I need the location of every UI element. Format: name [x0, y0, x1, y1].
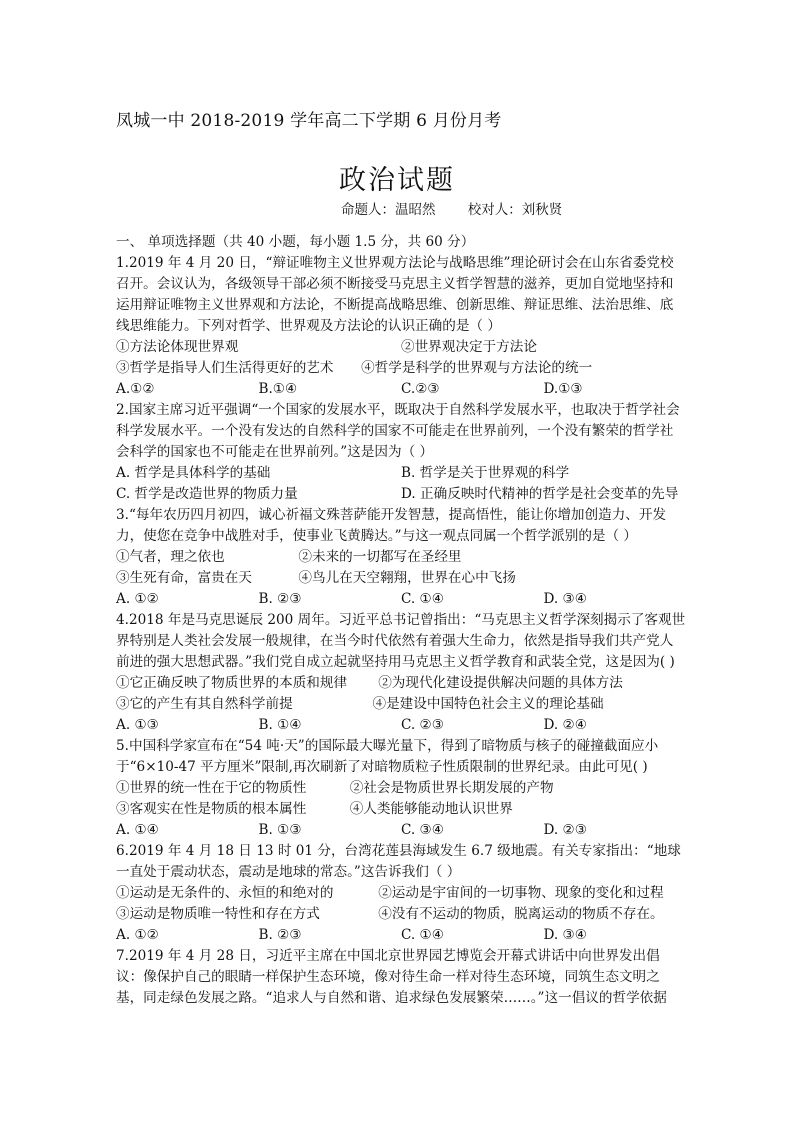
choice-c: C.②③: [401, 381, 440, 397]
choice-b: B. ②③: [258, 927, 302, 943]
choice-b: B.①④: [258, 381, 298, 397]
question-3-stem: 3.“每年农历四月初四，诚心祈福文殊菩萨能开发智慧，提高悟性，能让你增加创造力、开发力，使您在竞争中战胜对手，使事业飞黄腾达。”与这一观点同属一个哲学派别的是（ ）: [116, 507, 667, 544]
question-2-items-row-1: [116, 463, 686, 484]
question-4-item: ②为现代化建设提供解决问题的具体方法: [378, 675, 623, 691]
choice-a: A. ①②: [116, 591, 159, 607]
question-2-stem: 2.国家主席习近平强调“一个国家的发展水平，既取决于自然科学发展水平，也取决于哲学社会科学发展水平。一个没有发达的自然科学的国家不可能走在世界前列，一个没有繁荣的哲学社会科学的国家也不可能走在世界前列。”这是因为（ ）: [116, 402, 680, 460]
question-4-stem: 4.2018 年是马克思诞辰 200 周年。习近平总书记曾指出：“马克思主义哲学深刻揭示了客观世界特别是人类社会发展一般规律，在当今时代依然有着强大生命力，依然是指导我们共产党人前进的强大思想武器。”我们党自成立起就坚持用马克思主义哲学教育和武装全党，这是因为( ): [116, 612, 686, 670]
question-5-item: ②社会是物质世界长期发展的产物: [349, 780, 554, 796]
question-5-item: ①世界的统一性在于它的物质性: [116, 780, 307, 796]
question-4-items-row-1: [116, 673, 686, 694]
question-6-items-row-1: [116, 883, 686, 904]
choice-b: B. ①④: [258, 717, 302, 733]
choice-b: B. 哲学是关于世界观的科学: [401, 465, 570, 481]
question-5-item: ③客观实在性是物质的根本属性: [116, 801, 307, 817]
question-6-item: ②运动是宇宙间的一切事物、现象的变化和过程: [378, 885, 664, 901]
question-3-items-row-1: [116, 547, 686, 568]
question-6-item: ④没有不运动的物质，脱离运动的物质不存在。: [378, 906, 664, 922]
question-4-choices: [116, 715, 686, 736]
choice-b: B. ②③: [258, 591, 302, 607]
question-4-item: ③它的产生有其自然科学前提: [116, 696, 293, 712]
choice-c: C. ①④: [401, 591, 444, 607]
choice-a: A. ①④: [116, 822, 159, 838]
choice-c: C. 哲学是改造世界的物质力量: [116, 486, 298, 502]
question-5-items-row-2: [116, 799, 686, 820]
question-5-choices: [116, 820, 686, 841]
choice-c: C. ②③: [401, 717, 444, 733]
choice-d: D. ②③: [543, 822, 587, 838]
choice-d: D.①③: [543, 381, 583, 397]
question-1-choices: [116, 379, 686, 400]
question-5-items-row-1: [116, 778, 686, 799]
question-2-items-row-2: [116, 484, 686, 505]
question-1-items-row-1: [116, 337, 686, 358]
choice-c: C. ①④: [401, 927, 444, 943]
question-3-item: ①气者，理之依也: [116, 549, 225, 565]
choice-c: C. ③④: [401, 822, 444, 838]
question-4-items-row-2: [116, 694, 686, 715]
checker: 校对人：刘秋贤: [467, 202, 563, 218]
choice-b: B. ①③: [258, 822, 302, 838]
authors-line: [341, 198, 590, 218]
question-7-stem: 7.2019 年 4 月 28 日，习近平主席在中国北京世界园艺博览会开幕式讲话中向世界发出倡议：像保护自己的眼睛一样保护生态环境，像对待生命一样对待生态环境，同筑生态文明之基，同走绿色发展之路。“追求人与自然和谐、追求绿色发展繁荣……。”这一倡议的哲学依据: [116, 948, 667, 1006]
question-1-stem: 1.2019 年 4 月 20 日，“辩证唯物主义世界观方法论与战略思维”理论研讨会在山东省委党校召开。会议认为，各级领导干部必须不断接受马克思主义哲学智慧的滋养，更加自觉地坚持和运用辩证唯物主义世界观和方法论，不断提高战略思维、创新思维、辩证思维、法治思维、底线思维能力。下列对哲学、世界观及方法论的认识正确的是（ ）: [116, 255, 674, 334]
question-3-item: ④鸟儿在天空翱翔，世界在心中飞扬: [298, 570, 516, 586]
page-title: 政治试题: [339, 165, 455, 196]
choice-d: D. ②④: [543, 717, 587, 733]
question-3-item: ③生死有命，富贵在天: [116, 570, 252, 586]
school-header: 凤城一中 2018-2019 学年高二下学期 6 月份月考: [116, 111, 502, 131]
question-6-item: ①运动是无条件的、永恒的和绝对的: [116, 885, 334, 901]
question-1-item: ①方法论体现世界观: [116, 339, 239, 355]
choice-d: D. 正确反映时代精神的哲学是社会变革的先导: [401, 486, 679, 502]
question-6-choices: [116, 925, 686, 946]
question-5-stem: 5.中国科学家宣布在“54 吨·天”的国际最大曝光量下，得到了暗物质与核子的碰撞截面应小于“6×10-47 平方厘米”限制,再次刷新了对暗物质粒子性质限制的世界纪录。由此可见( ): [116, 738, 659, 775]
question-5-item: ④人类能够能动地认识世界: [349, 801, 513, 817]
question-6-stem: 6.2019 年 4 月 18 日 13 时 01 分，台湾花莲县海域发生 6.7 级地震。有关专家指出：“地球一直处于震动状态，震动是地球的常态。”这告诉我们（ ）: [116, 843, 681, 880]
question-1-item: ②世界观决定于方法论: [401, 339, 537, 355]
choice-a: A. ①③: [116, 717, 159, 733]
question-4-item: ④是建设中国特色社会主义的理论基础: [372, 696, 604, 712]
choice-a: A. 哲学是具体科学的基础: [116, 465, 271, 481]
choice-a: A. ①②: [116, 927, 159, 943]
question-4-item: ①它正确反映了物质世界的本质和规律: [116, 675, 348, 691]
question-1-items-row-2: [116, 358, 686, 379]
question-1-item: ③哲学是指导人们生活得更好的艺术: [116, 360, 334, 376]
question-1-item: ④哲学是科学的世界观与方法论的统一: [361, 360, 593, 376]
exam-body: [116, 232, 686, 1009]
choice-a: A.①②: [116, 381, 155, 397]
section-heading: 一、 单项选择题（共 40 小题，每小题 1.5 分，共 60 分）: [116, 234, 475, 250]
question-6-items-row-2: [116, 904, 686, 925]
author: 命题人：温昭然: [341, 202, 436, 218]
question-3-item: ②未来的一切都写在圣经里: [298, 549, 462, 565]
question-3-choices: [116, 589, 686, 610]
question-6-item: ③运动是物质唯一特性和存在方式: [116, 906, 320, 922]
choice-d: D. ③④: [543, 591, 587, 607]
question-3-items-row-2: [116, 568, 686, 589]
choice-d: D. ③④: [543, 927, 587, 943]
